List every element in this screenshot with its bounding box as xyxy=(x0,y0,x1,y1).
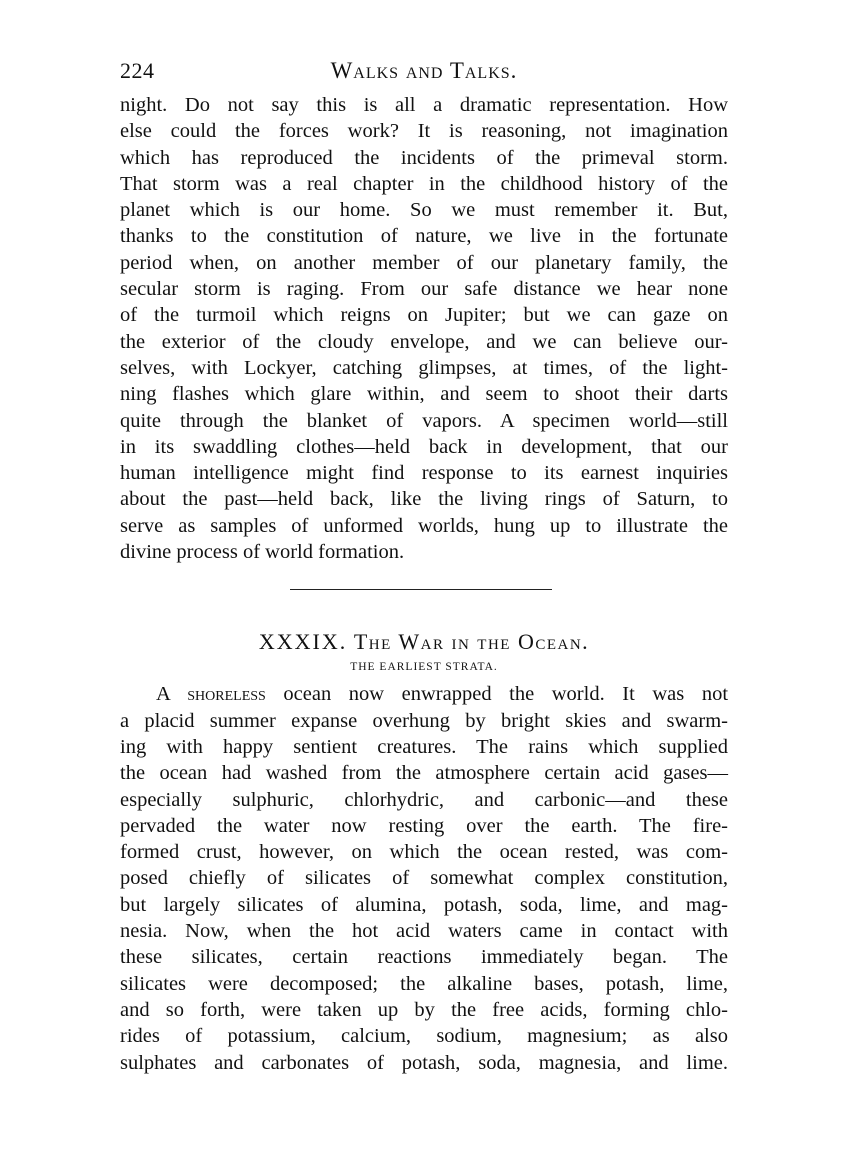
text-line: sulphates and carbonates of potash, soda, magnesia, and lime. xyxy=(120,1051,728,1074)
text-line: pervaded the water now resting over the earth. The fire- xyxy=(120,814,728,837)
lead-word: A shoreless xyxy=(156,683,266,706)
text-line: and so forth, were taken up by the free acids, forming chlo- xyxy=(120,998,728,1021)
text-line: of the turmoil which reigns on Jupiter; but we can gaze on xyxy=(120,304,728,327)
chapter-number: XXXIX. xyxy=(258,629,348,655)
book-page xyxy=(120,58,728,1076)
text-line-first xyxy=(120,681,728,707)
text-line: nesia. Now, when the hot acid waters came in contact with xyxy=(120,920,728,943)
running-title: Walks and Talks. xyxy=(330,58,518,83)
text-line: period when, on another member of our planetary family, the xyxy=(120,251,728,274)
text-line: about the past—held back, like the living rings of Saturn, to xyxy=(120,488,728,511)
text-line: the exterior of the cloudy envelope, and we can believe our- xyxy=(120,330,728,353)
text-line: night. Do not say this is all a dramatic representation. How xyxy=(120,94,728,116)
paragraph-continued xyxy=(120,92,728,565)
text-line: in its swaddling clothes—held back in development, that our xyxy=(120,435,728,458)
section-rule xyxy=(290,589,552,590)
text-line: these silicates, certain reactions immediately began. The xyxy=(120,946,728,969)
text-line: especially sulphuric, chlorhydric, and carbonic—and these xyxy=(120,788,728,811)
text-line: serve as samples of unformed worlds, hung up to illustrate the xyxy=(120,514,728,537)
section-divider xyxy=(120,565,728,611)
text-line: rides of potassium, calcium, sodium, magnesium; as also xyxy=(120,1025,728,1048)
text-line: selves, with Lockyer, catching glimpses, at times, of the light- xyxy=(120,356,728,379)
text-line: a placid summer expanse overhung by bright skies and swarm- xyxy=(120,709,728,732)
chapter-heading xyxy=(120,629,728,655)
text-line: ing with happy sentient creatures. The rains which supplied xyxy=(120,735,728,758)
paragraph-opening xyxy=(120,681,728,1075)
page-number: 224 xyxy=(120,58,155,83)
text-line: human intelligence might find response to its earnest inquiries xyxy=(120,462,728,485)
text-line: which has reproduced the incidents of the primeval storm. xyxy=(120,146,728,169)
first-line-rest: ocean now enwrapped the world. It was not xyxy=(283,683,729,706)
text-line: planet which is our home. So we must remember it. But, xyxy=(120,199,728,222)
text-line: thanks to the constitution of nature, we live in the fortunate xyxy=(120,225,728,248)
text-line: silicates were decomposed; the alkaline bases, potash, lime, xyxy=(120,972,728,995)
text-line: formed crust, however, on which the ocean rested, was com- xyxy=(120,841,728,864)
text-line: but largely silicates of alumina, potash, soda, lime, and mag- xyxy=(120,893,728,916)
text-line: the ocean had washed from the atmosphere certain acid gases— xyxy=(120,762,728,785)
text-line: secular storm is raging. From our safe distance we hear none xyxy=(120,278,728,301)
text-line: divine process of world formation. xyxy=(120,541,405,564)
text-line: ning flashes which glare within, and seem to shoot their darts xyxy=(120,383,728,406)
running-head xyxy=(120,58,728,92)
text-line: That storm was a real chapter in the childhood history of the xyxy=(120,172,728,195)
text-line: else could the forces work? It is reasoning, not imagination xyxy=(120,120,728,143)
text-line: quite through the blanket of vapors. A specimen world—still xyxy=(120,409,728,432)
chapter-title: The War in the Ocean. xyxy=(353,629,590,655)
text-line: posed chiefly of silicates of somewhat complex constitution, xyxy=(120,867,728,890)
chapter-subtitle: THE EARLIEST STRATA. xyxy=(350,661,498,674)
